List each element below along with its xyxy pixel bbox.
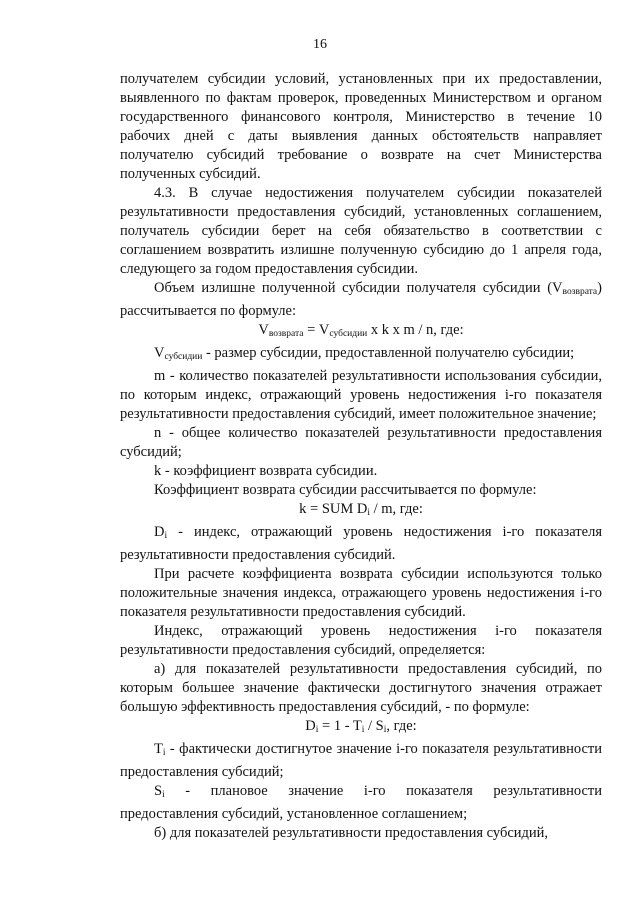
subscript: возврата: [562, 287, 598, 297]
text: / S: [364, 718, 384, 734]
text: T: [154, 741, 163, 757]
subscript: i: [162, 790, 165, 800]
subscript: i: [361, 725, 365, 735]
text: D: [154, 524, 165, 540]
text: V: [258, 322, 269, 338]
text: k = SUM D: [299, 501, 368, 517]
paragraph: При расчете коэффициента возврата субсидии используются только положительные значения индекса, отражающего уровень недостижения i-го показателя результативности предоставления субсидий.: [120, 566, 602, 620]
text: ) рассчитывается по формуле:: [120, 280, 602, 319]
subscript: i: [315, 725, 319, 735]
subscript: i: [162, 748, 166, 758]
paragraph: Коэффициент возврата субсидии рассчитывается по формуле:: [154, 482, 537, 498]
document-body: [120, 70, 602, 843]
formula-k: [120, 500, 602, 523]
formula-d: [120, 717, 602, 740]
paragraph: Индекс, отражающий уровень недостижения i-го показателя результативности предоставления субсидий, определяется:: [120, 623, 602, 658]
subscript: i: [367, 508, 370, 518]
text: / m, где:: [369, 501, 423, 517]
text: Объем излишне полученной субсидии получателя субсидии (V: [154, 280, 563, 296]
text: D: [305, 718, 316, 734]
definition: [120, 782, 602, 824]
paragraph: б) для показателей результативности предоставления субсидий,: [154, 825, 549, 841]
definition: n - общее количество показателей результативности предоставления субсидий;: [120, 425, 602, 460]
text: V: [154, 345, 165, 361]
text: - фактически достигнутое значение i-го показателя результативности предоставления субсидий;: [120, 741, 602, 780]
subscript: возврата: [268, 329, 304, 339]
definition: [120, 740, 602, 782]
text: = V: [303, 322, 330, 338]
paragraph: а) для показателей результативности предоставления субсидий, по которым большее значение фактически достигнутого значения отражает большую эффективность предоставления субсидий, - по формуле:: [120, 661, 602, 715]
subscript: субсидии: [164, 352, 203, 362]
text: - размер субсидии, предоставленной получателю субсидии;: [202, 345, 575, 361]
text: , где:: [386, 718, 417, 734]
text: - индекс, отражающий уровень недостижения i-го показателя результативности предоставления субсидий.: [120, 524, 602, 563]
definition: [120, 344, 602, 367]
text: = 1 - T: [318, 718, 362, 734]
text: - плановое значение i-го показателя результативности предоставления субсидий, установленное соглашением;: [120, 783, 602, 822]
paragraph-4-3: 4.3. В случае недостижения получателем субсидии показателей результативности предоставления субсидий, установленных соглашением, получатель субсидии берет на себя обязательство в соответствии с соглашением возвратить излишне полученную субсидию до 1 апреля года, следующего за годом предоставления субсидии.: [120, 185, 602, 277]
text: x k x m / n, где:: [367, 322, 464, 338]
formula-v-return: [120, 321, 602, 344]
text: S: [154, 783, 163, 799]
page-number: 16: [313, 37, 327, 52]
definition: [120, 523, 602, 565]
definition: k - коэффициент возврата субсидии.: [154, 463, 378, 479]
definition: m - количество показателей результативности использования субсидии, по которым индекс, отражающий уровень недостижения i-го показателя результативности предоставления субсидий, имеет положительное значение;: [120, 368, 602, 422]
subscript: i: [383, 725, 387, 735]
subscript: субсидии: [329, 329, 368, 339]
subscript: i: [164, 531, 168, 541]
paragraph: получателем субсидии условий, установленных при их предоставлении, выявленного по фактам проверок, проведенных Министерством и органом государственного финансового контроля, Министерство в течение 10 рабочих дней с даты выявления данных обстоятельств направляет получателю субсидий требование о возврате на счет Министерства полученных субсидий.: [120, 71, 602, 182]
paragraph: [120, 279, 602, 321]
